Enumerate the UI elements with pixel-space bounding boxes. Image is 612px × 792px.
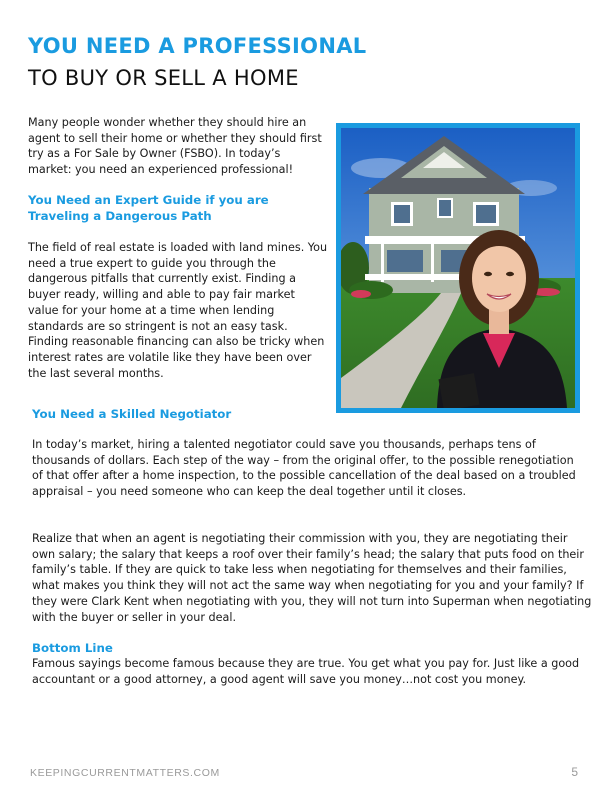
- section-heading-bottom-line: Bottom Line: [32, 641, 113, 655]
- bottom-line-paragraph: Famous sayings become famous because they are true. You get what you pay for. Just like a good accountant or a good attorney, a good agent will save you money…not cost you money.: [32, 657, 580, 686]
- page-number: 5: [571, 765, 578, 779]
- house-agent-photo: [336, 123, 580, 413]
- page-title-line-2: TO BUY OR SELL A HOME: [28, 66, 299, 90]
- intro-paragraph: Many people wonder whether they should hire an agent to sell their home or whether they should first try as a For Sale by Owner (FSBO). In today’s market: you need an experienced professional!: [28, 116, 322, 177]
- negotiator-paragraph-1: In today’s market, hiring a talented negotiator could save you thousands, perhaps tens of thousands of dollars. Each step of the way – from the original offer, to the possible renegotiation of that offer after a home inspection, to the possible cancellation of the deal based on a troubled appraisal – you need someone who can keep the deal together until it closes.: [32, 438, 576, 499]
- expert-guide-paragraph: The field of real estate is loaded with land mines. You need a true expert to guide you through the dangerous pitfalls that currently exist. Finding a buyer ready, willing and able to pay fair market value for your home at a time when lending standards are so stringent is not an easy task. Finding reasonable financing can also be tricky when interest rates are volatile like they have been over the last several months.: [28, 241, 328, 380]
- negotiator-paragraph-2: Realize that when an agent is negotiating their commission with you, they are negotiating their own salary; the salary that keeps a roof over their family’s head; the salary that puts food on their family’s table. If they are quick to take less when negotiating for themselves and their families, what makes you think they will not act the same way when negotiating for you and your family? If they were Clark Kent when negotiating with you, they will not turn into Superman when negotiating with the buyer or seller in your deal.: [32, 532, 592, 624]
- page-title-line-1: YOU NEED A PROFESSIONAL: [28, 34, 367, 58]
- house-agent-illustration: [341, 128, 575, 408]
- section-heading-negotiator: You Need a Skilled Negotiator: [32, 407, 232, 421]
- footer-website: KEEPINGCURRENTMATTERS.COM: [30, 767, 220, 779]
- section-heading-expert-guide: You Need an Expert Guide if you are Traveling a Dangerous Path: [28, 193, 269, 223]
